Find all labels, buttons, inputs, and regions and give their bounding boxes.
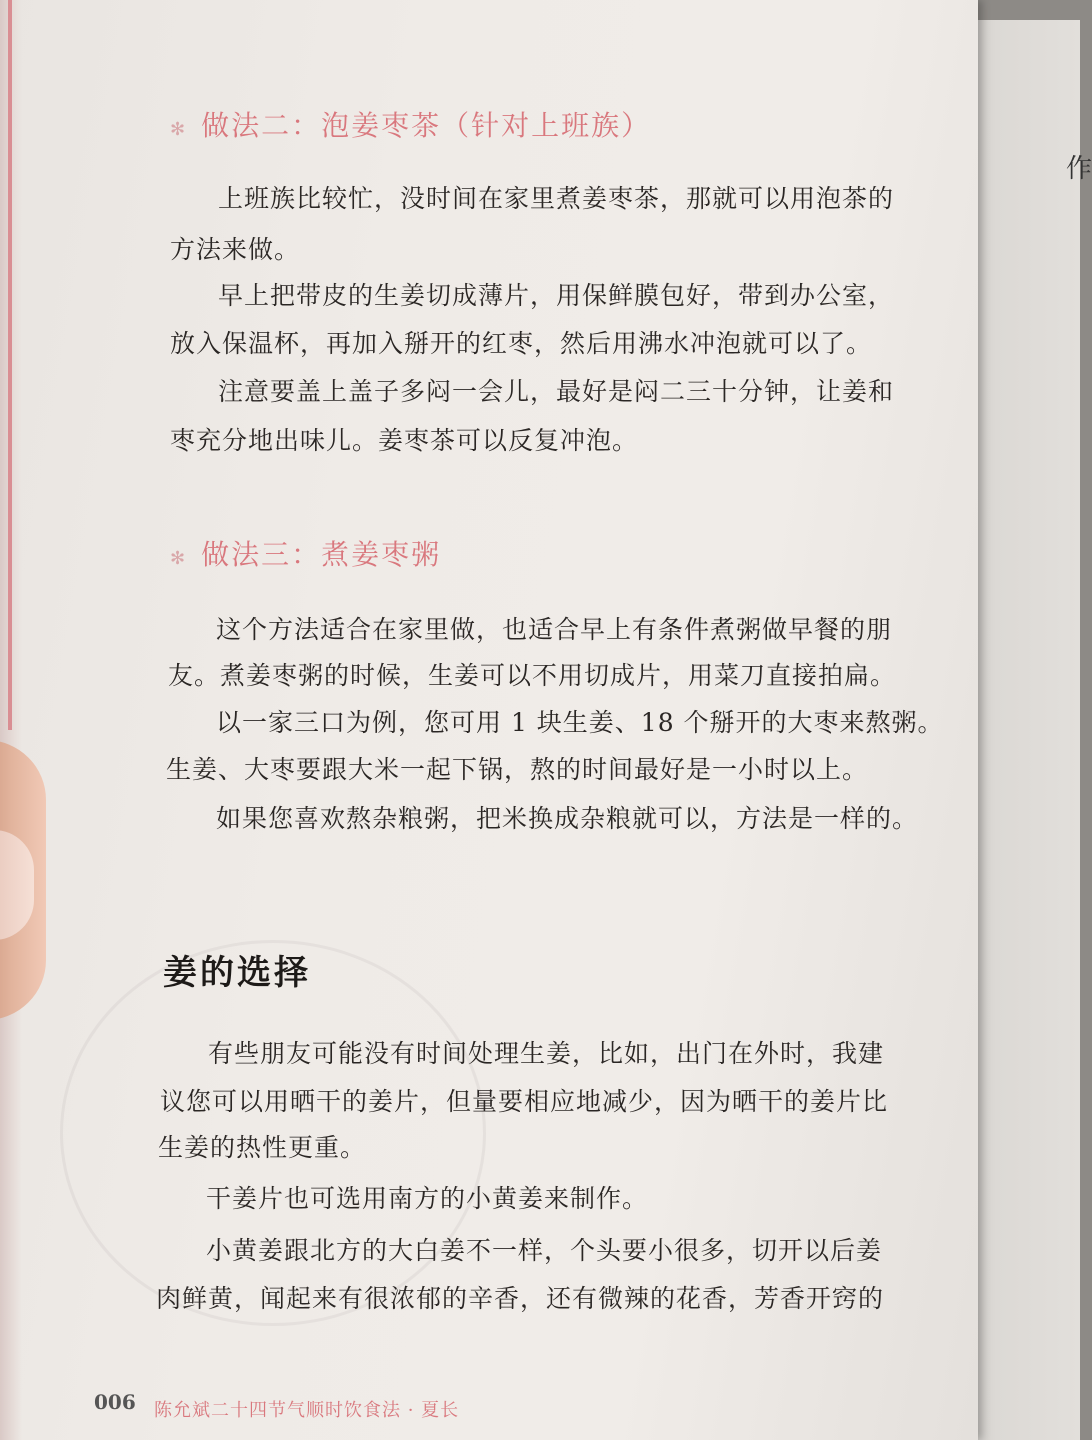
page-margin-rule <box>8 0 12 730</box>
selection-line-5: 小黄姜跟北方的大白姜不一样，个头要小很多，切开以后姜 <box>206 1236 883 1265</box>
method2-line-2: 方法来做。 <box>170 235 301 264</box>
section-title: 姜的选择 <box>163 953 311 993</box>
method2-line-6: 枣充分地出味儿。姜枣茶可以反复冲泡。 <box>170 426 639 455</box>
asterisk-icon: ✻ <box>170 119 188 140</box>
method3-line-1: 这个方法适合在家里做，也适合早上有条件煮粥做早餐的朋 <box>216 615 893 644</box>
selection-line-4: 干姜片也可选用南方的小黄姜来制作。 <box>206 1184 649 1213</box>
selection-line-2: 议您可以用晒干的姜片，但量要相应地减少，因为晒干的姜片比 <box>160 1087 889 1116</box>
method3-heading-text: 做法三：煮姜枣粥 <box>201 538 442 571</box>
adjacent-page <box>960 20 1080 1440</box>
selection-line-1: 有些朋友可能没有时间处理生姜，比如，出门在外时，我建 <box>208 1039 885 1068</box>
method3-line-5: 如果您喜欢熬杂粮粥，把米换成杂粮就可以，方法是一样的。 <box>216 804 919 833</box>
selection-line-6: 肉鲜黄，闻起来有很浓郁的辛香，还有微辣的花香，芳香开窍的 <box>156 1284 885 1313</box>
adjacent-page-partial-char: 作 <box>1066 154 1092 184</box>
method2-line-1: 上班族比较忙，没时间在家里煮姜枣茶，那就可以用泡茶的 <box>218 184 895 213</box>
method3-heading <box>170 533 441 573</box>
method2-line-3: 早上把带皮的生姜切成薄片，用保鲜膜包好，带到办公室， <box>218 281 895 310</box>
method3-line-2: 友。煮姜枣粥的时候，生姜可以不用切成片，用菜刀直接拍扁。 <box>168 661 897 690</box>
method2-line-5: 注意要盖上盖子多闷一会儿，最好是闷二三十分钟，让姜和 <box>218 377 895 406</box>
page-number: 006 <box>94 1390 136 1414</box>
selection-line-3: 生姜的热性更重。 <box>158 1133 367 1162</box>
method2-heading-text: 做法二：泡姜枣茶（针对上班族） <box>201 109 652 142</box>
method3-line-3: 以一家三口为例，您可用 1 块生姜、18 个掰开的大枣来熬粥。 <box>216 708 944 737</box>
running-footer-title: 陈允斌二十四节气顺时饮食法 · 夏长 <box>154 1400 460 1421</box>
method2-heading <box>170 104 651 144</box>
method3-line-4: 生姜、大枣要跟大米一起下锅，熬的时间最好是一小时以上。 <box>166 755 869 784</box>
asterisk-icon: ✻ <box>170 548 188 569</box>
method2-line-4: 放入保温杯，再加入掰开的红枣，然后用沸水冲泡就可以了。 <box>170 329 873 358</box>
